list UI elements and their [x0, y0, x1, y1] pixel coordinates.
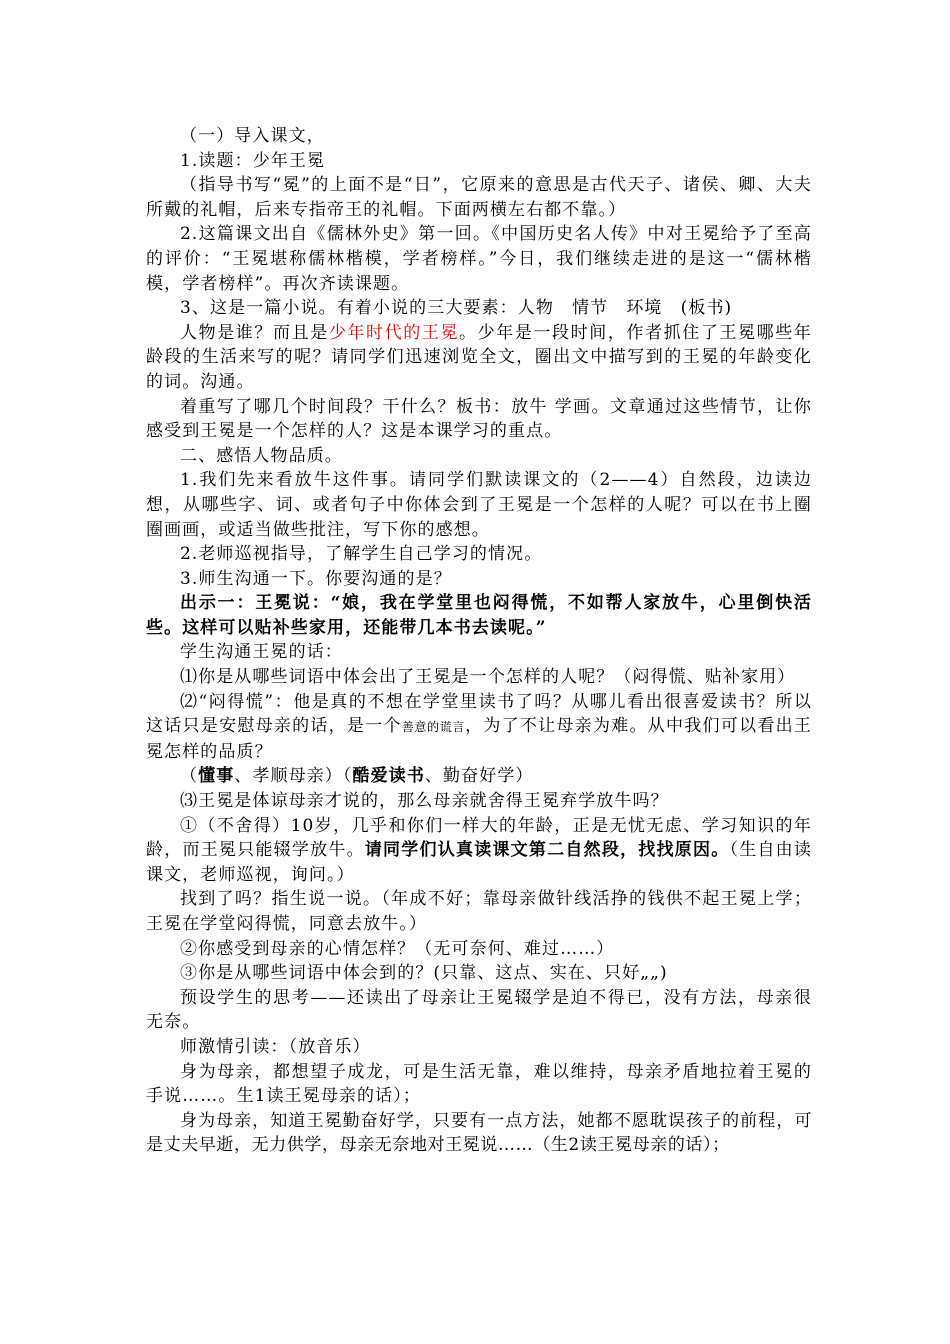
paragraph-read-title: 1.读题：少年王冕: [180, 150, 326, 171]
section-heading-character-quality: 二、感悟人物品质。: [180, 445, 343, 466]
paragraph-step-1: 1.我们先来看放牛这件事。请同学们默读课文的（2——4）自然段，边读边想，从哪些字、词、或者句子中你体会到了王冕是一个怎样的人呢？可以在书上圈圈画画，或适当做些批注，写下你的感想。: [146, 470, 812, 540]
paragraph-found-it: 找到了吗？指生说一说。（年成不好；靠母亲做针线活挣的钱供不起王冕上学；王冕在学堂闷得慌，同意去放牛。）: [146, 889, 812, 934]
paragraph-character: 人物是谁？而且是少年时代的王冕。少年是一段时间，作者抓住了王冕哪些年龄段的生活来写的呢？请同学们迅速浏览全文，圈出文中描写到的王冕的年龄变化的词。沟通。: [146, 322, 812, 392]
paragraph-time-periods: 着重写了哪几个时间段？干什么？板书：放牛 学画。文章通过这些情节，让你感受到王冕是一个怎样的人？这是本课学习的重点。: [146, 396, 812, 442]
paragraph-step-3: 3.师生沟通一下。你要沟通的是？: [180, 568, 452, 589]
paragraph-preset-thinking: 预设学生的思考——还读出了母亲让王冕辍学是迫不得已，没有方法，母亲很无奈。: [146, 987, 812, 1033]
paragraph-guided-reading: 师激情引读：（放音乐）: [180, 1036, 371, 1057]
paragraph-point-1: ①（不舍得）10岁，几乎和你们一样大的年龄，正是无忧无虑、学习知识的年龄，而王冕只能辍学放牛。请同学们认真读课文第二自然段，找找原因。（生自由读课文，老师巡视，询问。）: [146, 815, 813, 885]
paragraph-point-3: ③你是从哪些词语中体会到的？(只靠、这点、实在、只好„„): [180, 963, 668, 984]
section-heading-intro: （一）导入课文，: [180, 126, 325, 146]
paragraph-student-discussion: 学生沟通王冕的话：: [180, 642, 343, 663]
paragraph-source: 2.这篇课文出自《儒林外史》第一回。《中国历史名人传》中对王冕给予了至高的评价：“王冕堪称儒林楷模，学者榜样。”今日，我们继续走进的是这一“儒林楷模，学者榜样”。再次齐读课题。: [146, 224, 812, 294]
highlight-red-text: 少年时代的王冕: [328, 322, 460, 343]
paragraph-question-1: ⑴你是从哪些词语中体会出了王冕是一个怎样的人呢？（闷得慌、贴补家用）: [180, 667, 796, 688]
paragraph-point-2: ②你感受到母亲的心情怎样？（无可奈何、难过……）: [180, 938, 615, 959]
paragraph-show-one-quote: 出示一：王冕说：“娘，我在学堂里也闷得慌，不如帮人家放牛，心里倒快活些。这样可以贴补些家用，还能带几本书去读呢。”: [146, 593, 812, 638]
bold-text: 懂事: [198, 766, 235, 787]
paragraph-step-2: 2.老师巡视指导，了解学生自己学习的情况。: [180, 544, 543, 565]
paragraph-question-3: ⑶王冕是体谅母亲才说的，那么母亲就舍得王冕弃学放牛吗？: [180, 791, 669, 812]
small-text: 善意的谎言: [401, 720, 466, 735]
paragraph-as-mother-2: 身为母亲，知道王冕勤奋好学，只要有一点方法，她都不愿耽误孩子的前程，可是丈夫早逝，无力供学，母亲无奈地对王冕说……（生2读王冕母亲的话）；: [146, 1110, 812, 1156]
paragraph-writing-guide: （指导书写“冕”的上面不是“日”，它原来的意思是古代天子、诸侯、卿、大夫所戴的礼帽，后来专指帝王的礼帽。下面两横左右都不靠。）: [146, 175, 812, 220]
paragraph-novel-elements: 3、这是一篇小说。有着小说的三大要素：人物 情节 环境 (板书): [180, 298, 733, 319]
bold-text: 请同学们认真读课文第二自然段，找找原因。: [364, 840, 730, 861]
paragraph-qualities: （懂事、孝顺母亲）（酷爱读书、勤奋好学）: [180, 766, 534, 787]
bold-text: 酷爱读书: [352, 766, 425, 787]
paragraph-question-2: ⑵“闷得慌”：他是真的不想在学堂里读书了吗？从哪儿看出很喜爱读书？所以这话只是安慰母亲的话，是一个善意的谎言，为了不让母亲为难。从中我们可以看出王冕怎样的品质？: [146, 691, 812, 762]
paragraph-as-mother-1: 身为母亲，都想望子成龙，可是生活无靠，难以维持，母亲矛盾地拉着王冕的手说……。生1读王冕母亲的话）；: [146, 1061, 812, 1107]
